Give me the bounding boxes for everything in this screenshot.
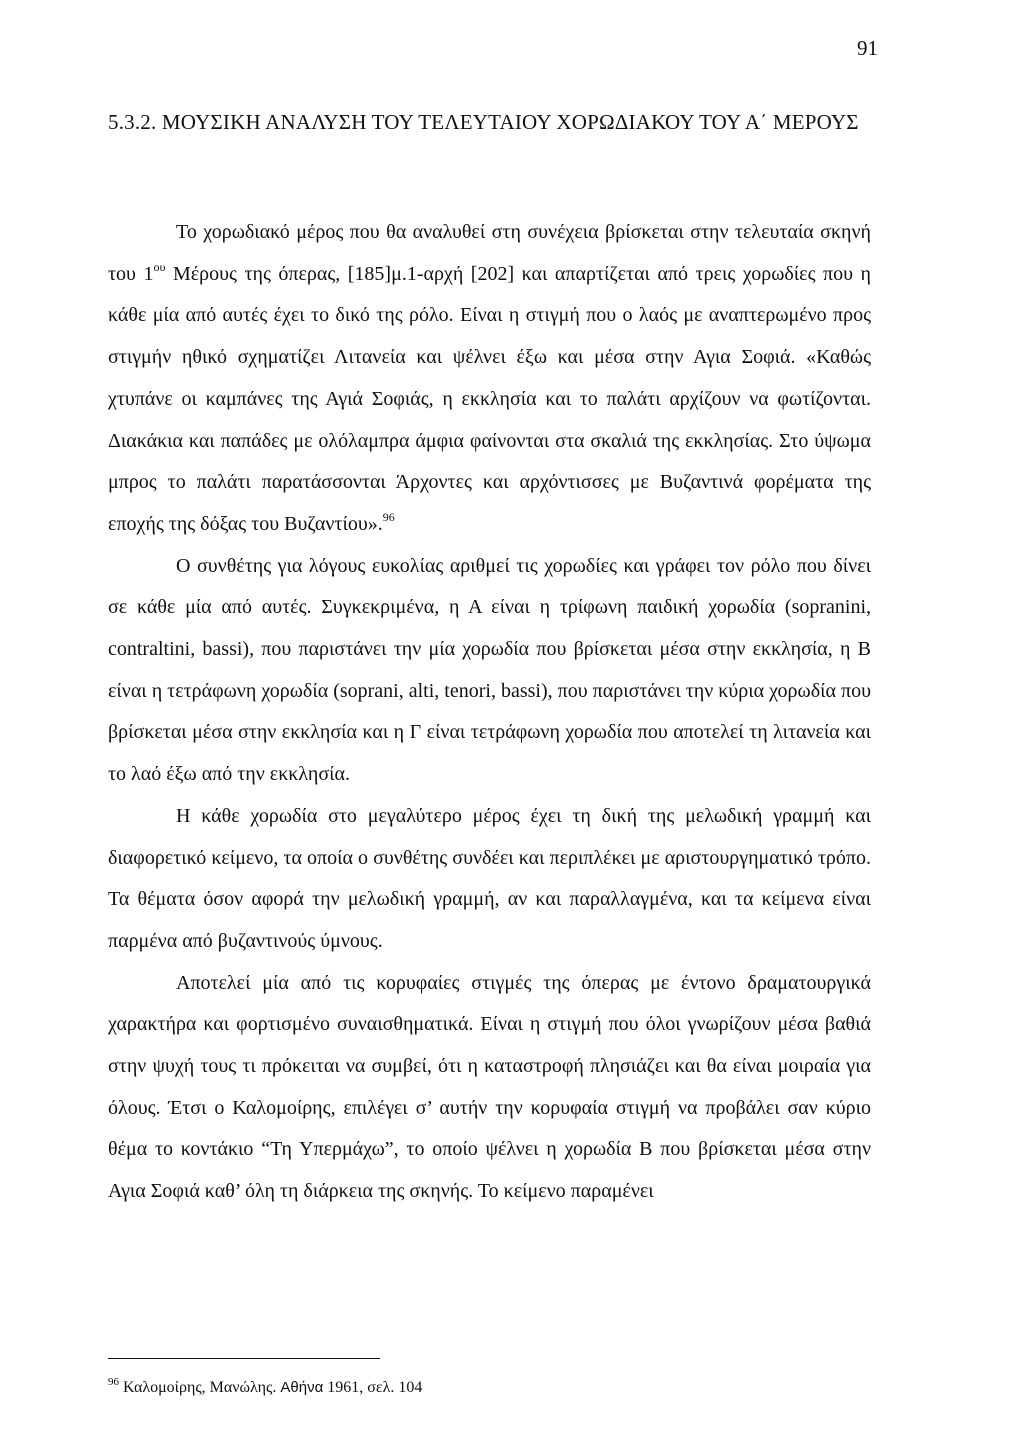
paragraph-1-text-b: Μέρους της όπερας, [185]μ.1-αρχή [202] και απαρτίζεται από τρεις χορωδίες που η κάθε μία από αυτές έχει το δικό της ρόλο. Είναι η στιγμή που ο λαός με αναπτερωμένο προς στιγμήν ηθικό σχηματίζει Λιτανεία και ψέλνει έξω και μέσα στην Αγια Σοφιά. «Καθώς χτυπάνε οι καμπάνες της Αγιά Σοφιάς, η εκκλησία και το παλάτι αρχίζουν να φωτίζονται. Διακάκια και παπάδες με ολόλαμπρα άμφια φαίνονται στα σκαλιά της εκκλησίας. Στο ύψωμα μπρος το παλάτι παρατάσσονται Άρχοντες και αρχόντισσες με Βυζαντινά φορέματα της εποχής της δόξας του Βυζαντίου». [108,262,871,535]
paragraph-1-text-a: Το χορωδιακό μέρος που θα αναλυθεί στη συνέχεια βρίσκεται στην τελευταία σκηνή του 1 [108,221,871,285]
paragraph-1 [108,212,871,546]
footnote-year-page: 1961, σελ. 104 [327,1379,423,1396]
footnote-author: Καλομοίρης, Μανώλης. [123,1379,277,1396]
ordinal-superscript: ου [153,259,166,274]
paragraph-3: Η κάθε χορωδία στο μεγαλύτερο μέρος έχει τη δική της μελωδική γραμμή και διαφορετικό κείμενο, τα οποία ο συνθέτης συνδέει και περιπλέκει με αριστουργηματικό τρόπο. Τα θέματα όσον αφορά την μελωδική γραμμή, αν και παραλλαγμένα, και τα κείμενα είναι παρμένα από βυζαντινούς ύμνους. [108,804,871,952]
paragraph-4: Αποτελεί μία από τις κορυφαίες στιγμές της όπερας με έντονο δραματουργικά χαρακτήρα και φορτισμένο συναισθηματικά. Είναι η στιγμή που όλοι γνωρίζουν μέσα βαθιά στην ψυχή τους τι πρόκειται να συμβεί, ότι η καταστροφή πλησιάζει και θα είναι μοιραία για όλους. Έτσι ο Καλομοίρης, επιλέγει σ’ αυτήν την κορυφαία στιγμή να προβάλει σαν κύριο θέμα το κοντάκιο “Τη Υπερμάχω”, το οποίο ψέλνει η χορωδία Β που βρίσκεται μέσα στην Αγια Σοφιά καθ’ όλη τη διάρκεια της σκηνής. Το κείμενο παραμένει [108,971,871,1203]
body-text [108,212,871,1213]
footnote-number: 96 [108,1376,119,1388]
page-number: 91 [857,36,878,60]
section-heading: 5.3.2. ΜΟΥΣΙΚΗ ΑΝΑΛΥΣΗ ΤΟΥ ΤΕΛΕΥΤΑΙΟΥ ΧΟΡΩΔΙΑΚΟΥ ΤΟΥ Α΄ ΜΕΡΟΥΣ [108,110,859,134]
footnote-divider [108,1358,380,1359]
paragraph-2: Ο συνθέτης για λόγους ευκολίας αριθμεί τις χορωδίες και γράφει τον ρόλο που δίνει σε κάθε μία από αυτές. Συγκεκριμένα, η Α είναι η τρίφωνη παιδική χορωδία (sopranini, contraltini, bassi), που παριστάνει την μία χορωδία που βρίσκεται μέσα στην εκκλησία, η Β είναι η τετράφωνη χορωδία (soprani, alti, tenori, bassi), που παριστάνει την κύρια χορωδία που βρίσκεται μέσα στην εκκλησία και η Γ είναι τετράφωνη χορωδία που αποτελεί τη λιτανεία και το λαό έξω από την εκκλησία. [108,554,871,786]
footnote-reference[interactable]: 96 [382,509,395,524]
footnote [108,1377,422,1399]
footnote-place: Αθήνα [280,1379,324,1396]
